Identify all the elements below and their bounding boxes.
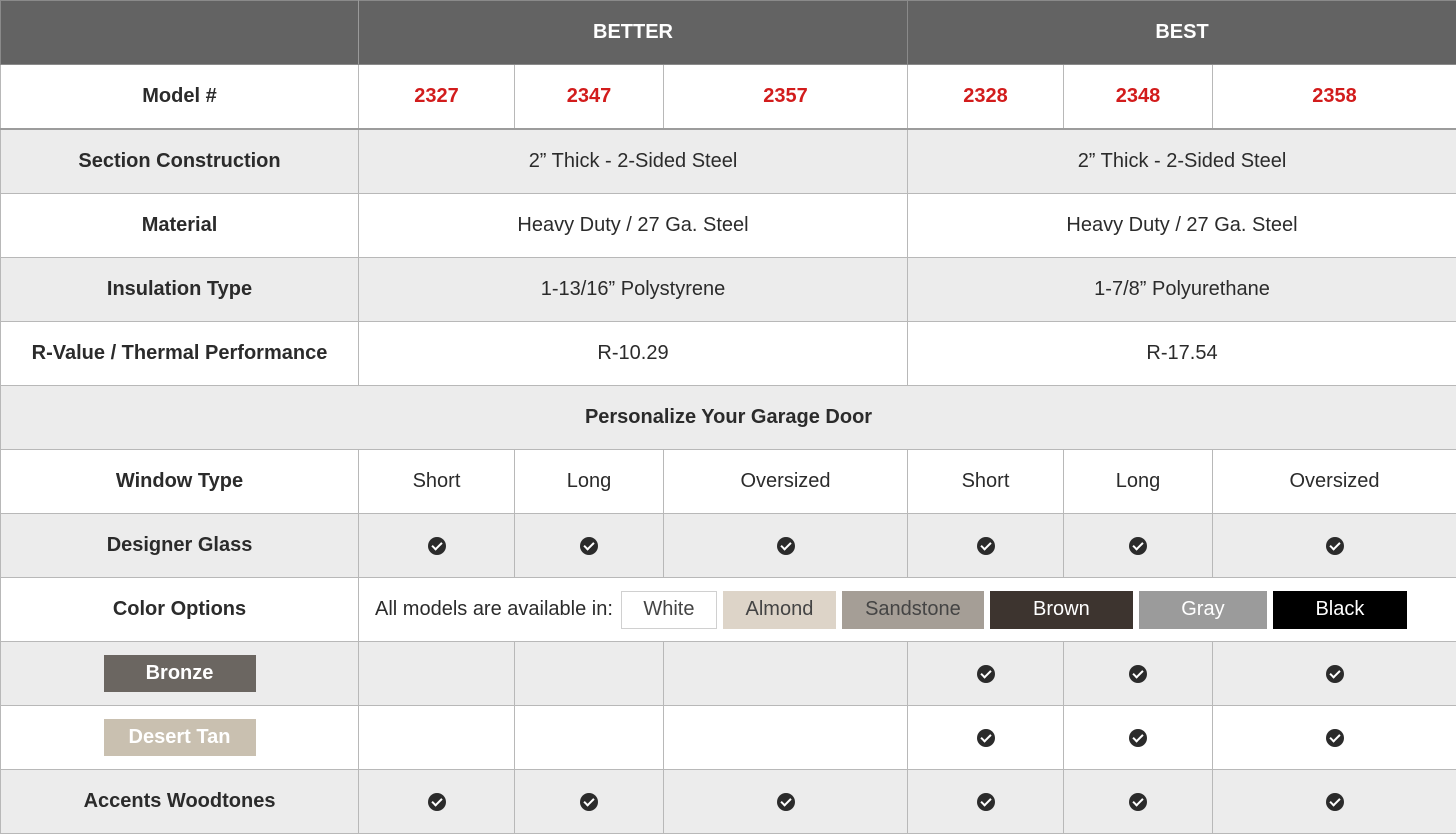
check-cell [664,642,908,706]
row-label: Accents Woodtones [1,770,359,834]
header-blank-cell [1,1,359,65]
designer-glass-row [1,514,1456,578]
checkmark-icon [1326,665,1344,683]
check-cell [1213,514,1456,578]
woodtones-row [1,770,1456,834]
desert-tan-label-cell [1,706,359,770]
color-swatch[interactable]: Brown [990,591,1133,629]
best-value: Heavy Duty / 27 Ga. Steel [908,194,1456,258]
checkmark-icon [977,793,995,811]
checkmark-icon [1129,537,1147,555]
checkmark-icon [428,537,446,555]
model-number: 2327 [359,65,515,130]
row-label: Designer Glass [1,514,359,578]
better-value: Heavy Duty / 27 Ga. Steel [359,194,908,258]
check-cell [1213,706,1456,770]
check-cell [515,642,664,706]
row-label: Color Options [1,578,359,642]
desert-tan-row [1,706,1456,770]
color-swatch[interactable]: White [621,591,717,629]
check-cell [664,514,908,578]
check-cell [515,706,664,770]
model-label: Model # [1,65,359,130]
color-options-cell [359,578,1456,642]
best-value: 2” Thick - 2-Sided Steel [908,129,1456,194]
tier-header-row [1,1,1456,65]
bronze-row [1,642,1456,706]
color-swatch[interactable]: Sandstone [842,591,984,629]
checkmark-icon [1129,729,1147,747]
checkmark-icon [777,537,795,555]
color-swatch[interactable]: Almond [723,591,836,629]
tier-best-header: BEST [908,1,1456,65]
row-label: Material [1,194,359,258]
checkmark-icon [428,793,446,811]
check-cell [664,770,908,834]
color-swatch[interactable]: Black [1273,591,1407,629]
rvalue-row [1,322,1456,386]
checkmark-icon [1326,537,1344,555]
window-type-row [1,450,1456,514]
check-cell [515,770,664,834]
desert-tan-color-pill: Desert Tan [104,719,256,756]
checkmark-icon [1129,793,1147,811]
window-type-value: Short [359,450,515,514]
check-cell [359,770,515,834]
check-cell [1213,770,1456,834]
model-number: 2328 [908,65,1064,130]
check-cell [908,770,1064,834]
row-label: Window Type [1,450,359,514]
check-cell [908,706,1064,770]
checkmark-icon [1129,665,1147,683]
color-swatch-list [359,591,1456,629]
check-cell [1213,642,1456,706]
material-row [1,194,1456,258]
window-type-value: Short [908,450,1064,514]
best-value: 1-7/8” Polyurethane [908,258,1456,322]
model-number: 2348 [1064,65,1213,130]
window-type-value: Oversized [664,450,908,514]
checkmark-icon [580,537,598,555]
better-value: 2” Thick - 2-Sided Steel [359,129,908,194]
color-swatch[interactable]: Gray [1139,591,1267,629]
checkmark-icon [977,665,995,683]
checkmark-icon [1326,793,1344,811]
model-number: 2357 [664,65,908,130]
checkmark-icon [777,793,795,811]
check-cell [359,514,515,578]
checkmark-icon [977,537,995,555]
section-construction-row [1,129,1456,194]
check-cell [1064,706,1213,770]
better-value: 1-13/16” Polystyrene [359,258,908,322]
row-label: Section Construction [1,129,359,194]
insulation-row [1,258,1456,322]
model-row [1,65,1456,130]
check-cell [908,642,1064,706]
check-cell [1064,514,1213,578]
window-type-value: Oversized [1213,450,1456,514]
check-cell [515,514,664,578]
bronze-color-pill: Bronze [104,655,256,692]
color-intro-text: All models are available in: [375,598,613,621]
checkmark-icon [1326,729,1344,747]
color-options-row [1,578,1456,642]
check-cell [359,642,515,706]
check-cell [664,706,908,770]
checkmark-icon [580,793,598,811]
better-value: R-10.29 [359,322,908,386]
checkmark-icon [977,729,995,747]
tier-better-header: BETTER [359,1,908,65]
check-cell [359,706,515,770]
personalize-title: Personalize Your Garage Door [1,386,1456,450]
row-label: R-Value / Thermal Performance [1,322,359,386]
check-cell [908,514,1064,578]
best-value: R-17.54 [908,322,1456,386]
model-number: 2347 [515,65,664,130]
check-cell [1064,770,1213,834]
model-number: 2358 [1213,65,1456,130]
window-type-value: Long [515,450,664,514]
bronze-label-cell [1,642,359,706]
row-label: Insulation Type [1,258,359,322]
check-cell [1064,642,1213,706]
personalize-row [1,386,1456,450]
window-type-value: Long [1064,450,1213,514]
